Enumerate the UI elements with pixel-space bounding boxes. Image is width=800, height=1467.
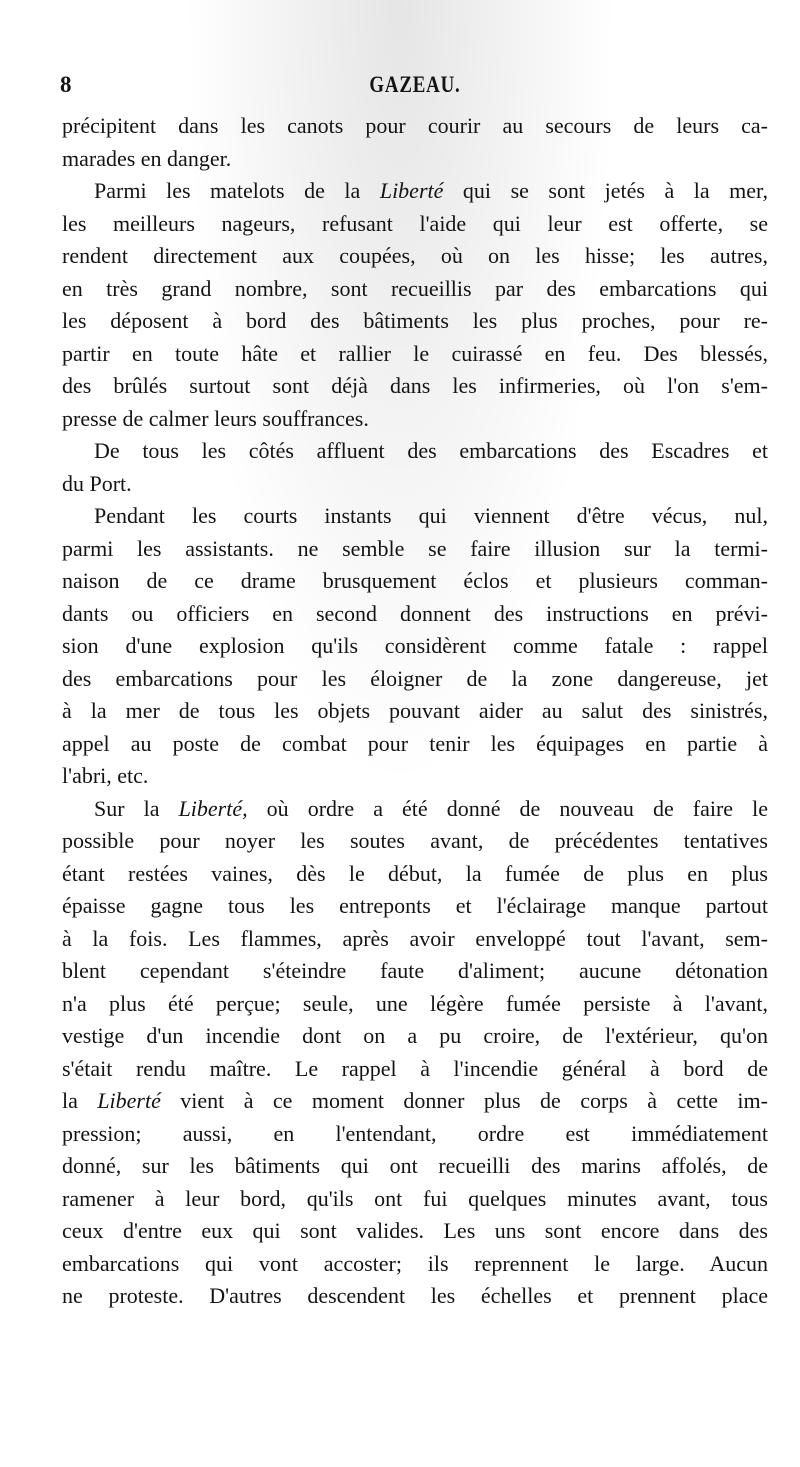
text-line: en très grand nombre, sont recueillis par des embarcations qui xyxy=(62,275,768,301)
text-line: des embarcations pour les éloigner de la zone dangereuse, jet xyxy=(62,665,768,691)
text-line: épaisse gagne tous les entreponts et l'éclairage manque partout xyxy=(62,893,768,918)
text-line: dants ou officiers en second donnent des instructions en prévi- xyxy=(62,600,768,626)
text-segment: Sur la xyxy=(94,795,179,821)
text-segment: la xyxy=(62,1088,98,1113)
text-line: les meilleurs nageurs, refusant l'aide qui leur est offerte, se xyxy=(62,210,768,236)
text-line: n'a plus été perçue; seule, une légère fumée persiste à l'avant, xyxy=(62,990,768,1016)
text-line xyxy=(62,175,768,208)
text-line: De tous les côtés affluent des embarcations des Escadres et xyxy=(94,438,768,463)
text-line: parmi les assistants. ne semble se faire illusion sur la termi- xyxy=(62,535,768,561)
text-line: blent cependant s'éteindre faute d'aliment; aucune détonation xyxy=(62,958,768,983)
page-number: 8 xyxy=(60,72,72,97)
text-line: ne proteste. D'autres descendent les échelles et prennent place xyxy=(62,1283,768,1308)
text-line: des brûlés surtout sont déjà dans les infirmeries, où l'on s'em- xyxy=(62,373,768,398)
text-line: à la mer de tous les objets pouvant aider au salut des sinistrés, xyxy=(62,698,768,723)
text-line: ceux d'entre eux qui sont valides. Les uns sont encore dans des xyxy=(62,1218,768,1243)
body-text xyxy=(62,110,768,1313)
text-line: naison de ce drame brusquement éclos et plusieurs comman- xyxy=(62,568,768,593)
text-line: étant restées vaines, dès le début, la fumée de plus en plus xyxy=(62,860,768,886)
text-line: embarcations qui vont accoster; ils reprennent le large. Aucun xyxy=(62,1250,768,1276)
text-line: du Port. xyxy=(62,470,132,496)
text-line: à la fois. Les flammes, après avoir enveloppé tout l'avant, sem- xyxy=(62,925,768,951)
text-segment: Parmi les matelots de la xyxy=(94,178,380,203)
text-line: ramener à leur bord, qu'ils ont fui quelques minutes avant, tous xyxy=(62,1185,768,1211)
text-line: appel au poste de combat pour tenir les équipages en partie à xyxy=(62,730,768,756)
text-line: possible pour noyer les soutes avant, de précédentes tentatives xyxy=(62,828,768,853)
ship-name: Liberté, xyxy=(178,795,248,821)
text-line: partir en toute hâte et rallier le cuirassé en feu. Des blessés, xyxy=(62,340,768,366)
text-line: l'abri, etc. xyxy=(62,763,149,788)
text-line: presse de calmer leurs souffrances. xyxy=(62,405,369,431)
ship-name: Liberté xyxy=(97,1088,161,1113)
text-line: rendent directement aux coupées, où on les hisse; les autres, xyxy=(62,243,768,268)
text-line xyxy=(62,793,768,826)
text-line: s'était rendu maître. Le rappel à l'incendie général à bord de xyxy=(62,1055,768,1081)
running-title: GAZEAU. xyxy=(369,72,461,97)
text-line: Pendant les courts instants qui viennent d'être vécus, nul, xyxy=(94,503,768,528)
ship-name: Liberté xyxy=(379,178,444,203)
running-head xyxy=(60,68,770,104)
text-line xyxy=(62,1085,768,1118)
text-line: pression; aussi, en l'entendant, ordre est immédiatement xyxy=(62,1120,768,1146)
text-line: précipitent dans les canots pour courir au secours de leurs ca- xyxy=(62,113,768,138)
text-line: vestige d'un incendie dont on a pu croire, de l'extérieur, qu'on xyxy=(62,1023,768,1048)
text-line: donné, sur les bâtiments qui ont recueilli des marins affolés, de xyxy=(62,1153,768,1178)
text-line: les déposent à bord des bâtiments les plus proches, pour re- xyxy=(62,308,768,333)
text-segment: qui se sont jetés à la mer, xyxy=(443,178,768,203)
text-line: sion d'une explosion qu'ils considèrent comme fatale : rappel xyxy=(62,633,768,658)
text-line: marades en danger. xyxy=(62,145,232,171)
text-segment: où ordre a été donné de nouveau de faire le xyxy=(247,795,768,821)
text-segment: vient à ce moment donner plus de corps à cette im- xyxy=(160,1088,768,1113)
